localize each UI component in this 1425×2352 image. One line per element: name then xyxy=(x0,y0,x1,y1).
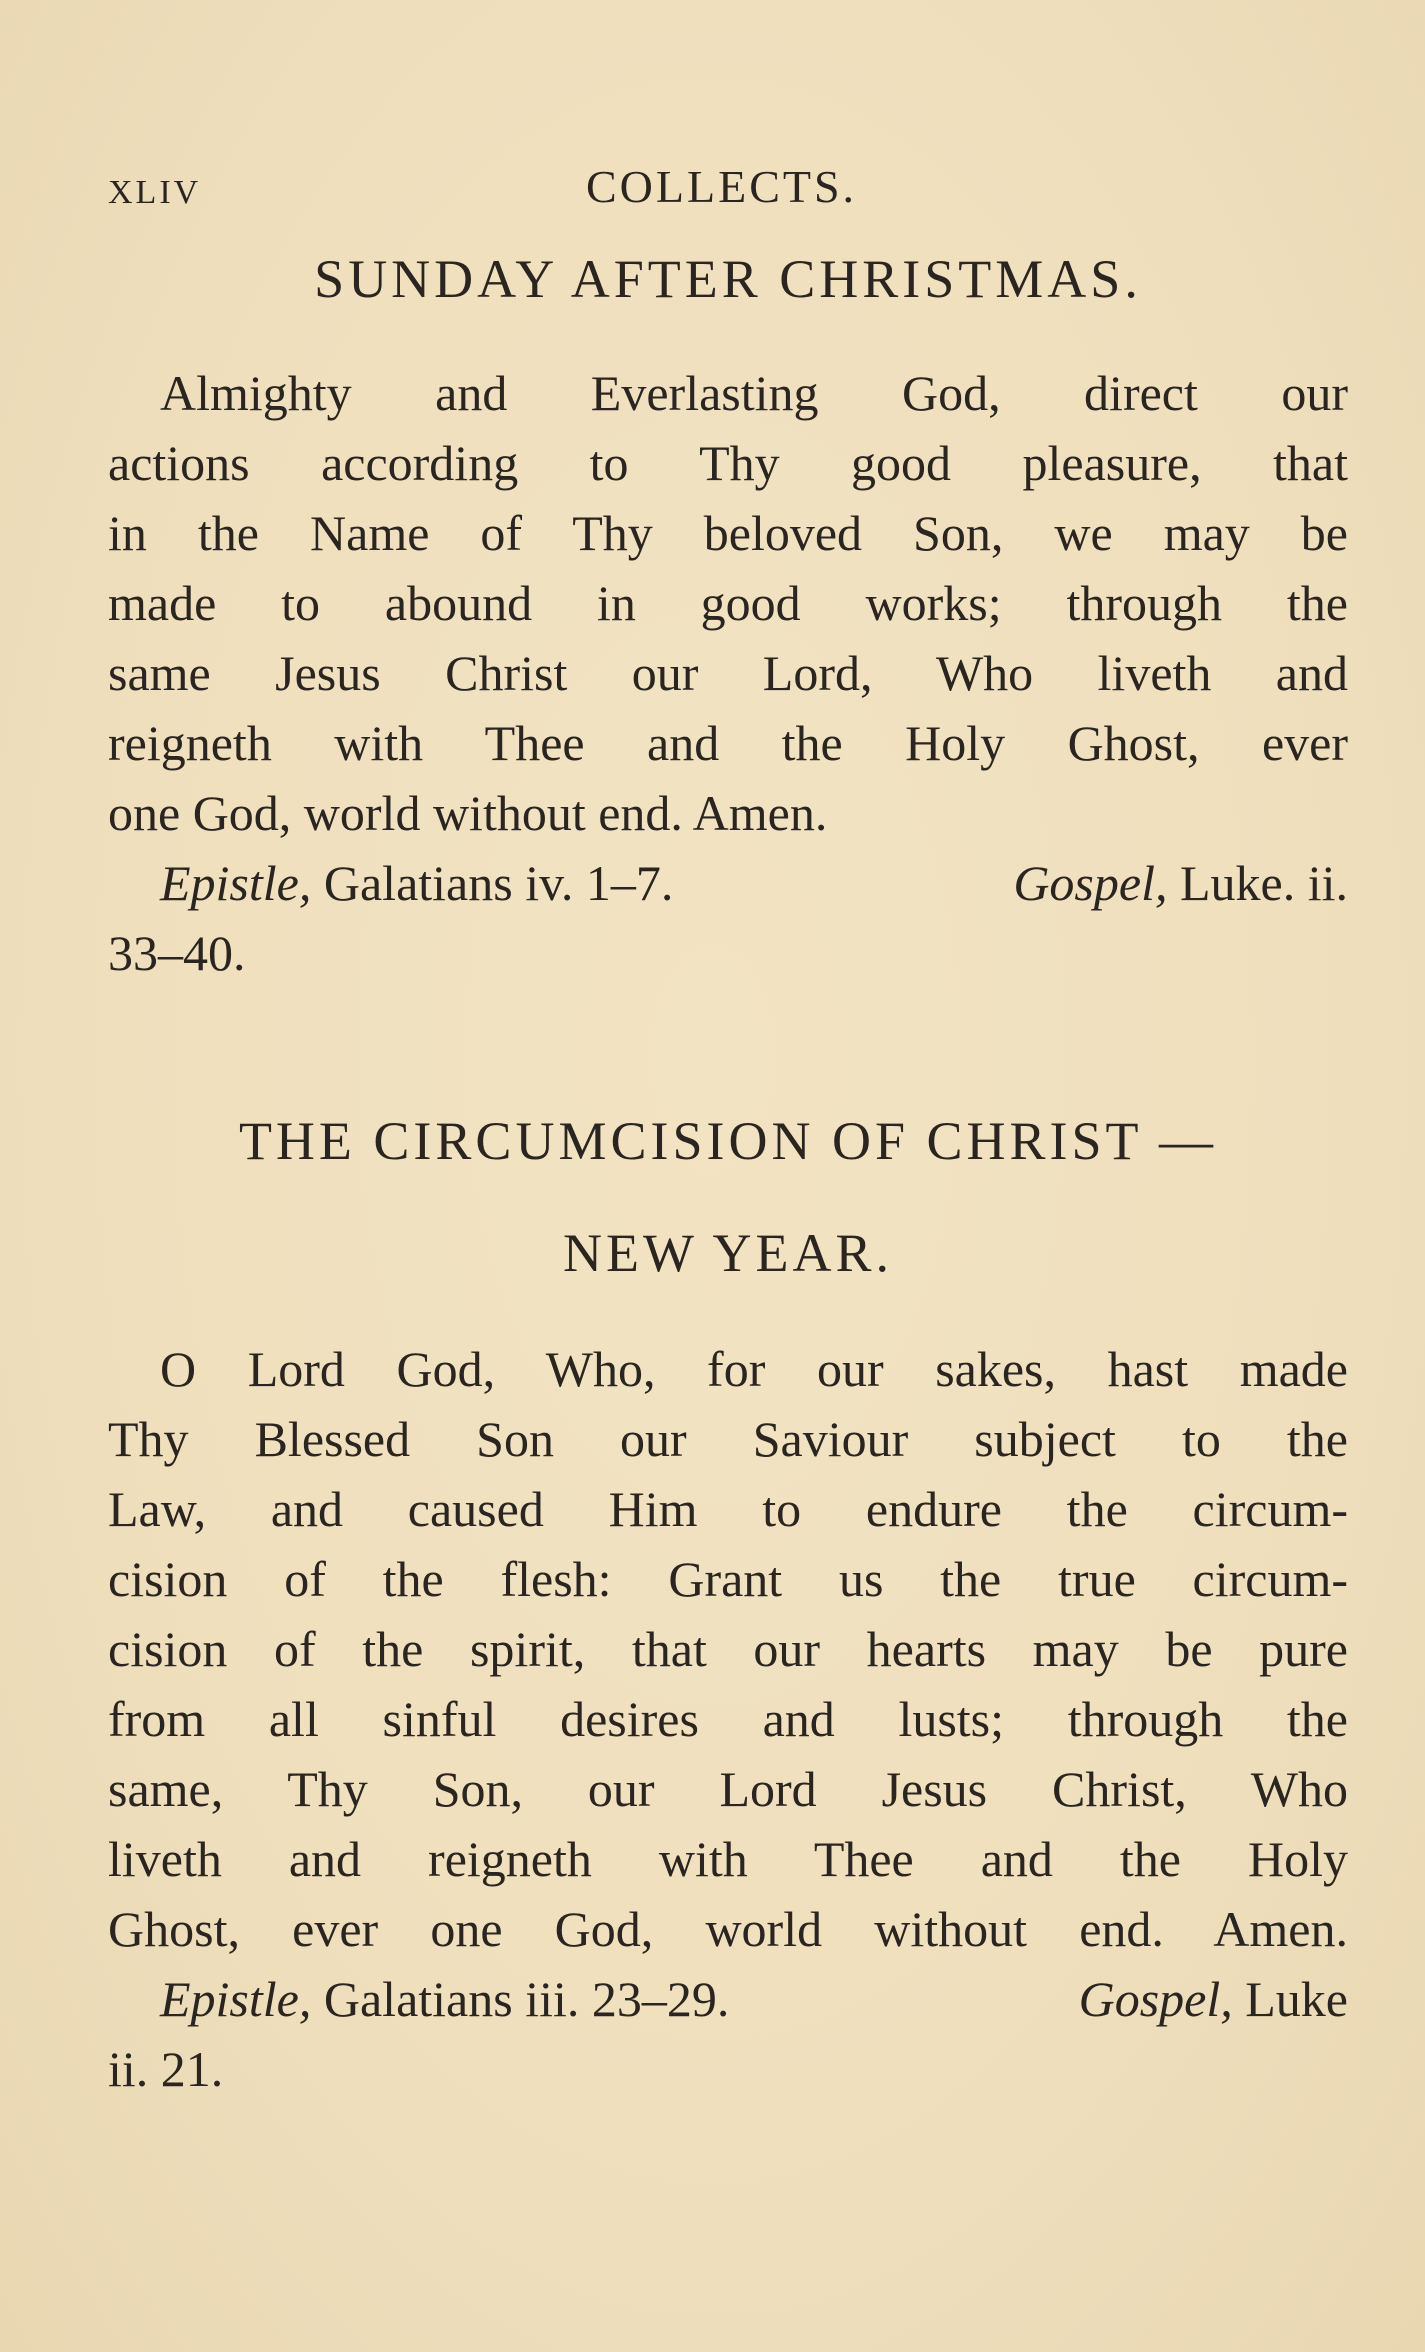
gospel-reference xyxy=(1079,1964,1348,2034)
gospel-label: Gospel, xyxy=(1078,1971,1233,2027)
gospel-ref: Luke. ii. xyxy=(1179,855,1348,911)
collect-line: Thy Blessed Son our Saviour subject to the xyxy=(108,1411,1348,1467)
collect-line: cision of the spirit, that our hearts may be pure xyxy=(108,1621,1348,1677)
collect-line: one God, world without end. Amen. xyxy=(108,785,828,841)
collect-line: Almighty and Everlasting God, direct our xyxy=(160,365,1348,421)
collect-line: reigneth with Thee and the Holy Ghost, ever xyxy=(108,715,1348,771)
collect-line: actions according to Thy good pleasure, that xyxy=(108,435,1348,491)
gospel-ref: Luke xyxy=(1245,1971,1348,2027)
epistle-ref: Galatians iv. 1–7. xyxy=(323,855,674,911)
running-title: COLLECTS. xyxy=(586,161,858,212)
collect-line: Ghost, ever one God, world without end. Amen. xyxy=(108,1901,1348,1957)
collect-line: same, Thy Son, our Lord Jesus Christ, Who xyxy=(108,1761,1348,1817)
section-subtitle-new-year: NEW YEAR. xyxy=(563,1223,893,1283)
epistle-reference xyxy=(160,1964,729,2034)
collect-circumcision xyxy=(108,1334,1348,2104)
readings-line xyxy=(108,1964,1348,2034)
readings-continuation: 33–40. xyxy=(108,925,246,981)
gospel-reference xyxy=(1013,848,1348,918)
collect-line: O Lord God, Who, for our sakes, hast made xyxy=(160,1341,1348,1397)
epistle-label: Epistle, xyxy=(160,855,312,911)
epistle-reference xyxy=(160,848,673,918)
collect-line: liveth and reigneth with Thee and the Holy xyxy=(108,1831,1348,1887)
section-title-sunday-after-christmas: SUNDAY AFTER CHRISTMAS. xyxy=(314,249,1142,309)
running-head xyxy=(108,160,1348,220)
collect-line: same Jesus Christ our Lord, Who liveth and xyxy=(108,645,1348,701)
collect-sunday-after-christmas xyxy=(108,358,1348,988)
readings-continuation: ii. 21. xyxy=(108,2041,224,2097)
readings-line xyxy=(108,848,1348,918)
collect-line: cision of the flesh: Grant us the true circum- xyxy=(108,1551,1348,1607)
page-number: XLIV xyxy=(108,174,202,211)
collect-line: from all sinful desires and lusts; through the xyxy=(108,1691,1348,1747)
section-title-circumcision: THE CIRCUMCISION OF CHRIST — xyxy=(238,1111,1218,1171)
epistle-label: Epistle, xyxy=(160,1971,312,2027)
gospel-label: Gospel, xyxy=(1013,855,1168,911)
collect-line: in the Name of Thy beloved Son, we may be xyxy=(108,505,1348,561)
collect-line: made to abound in good works; through the xyxy=(108,575,1348,631)
epistle-ref: Galatians iii. 23–29. xyxy=(323,1971,730,2027)
collect-line: Law, and caused Him to endure the circum- xyxy=(108,1481,1348,1537)
